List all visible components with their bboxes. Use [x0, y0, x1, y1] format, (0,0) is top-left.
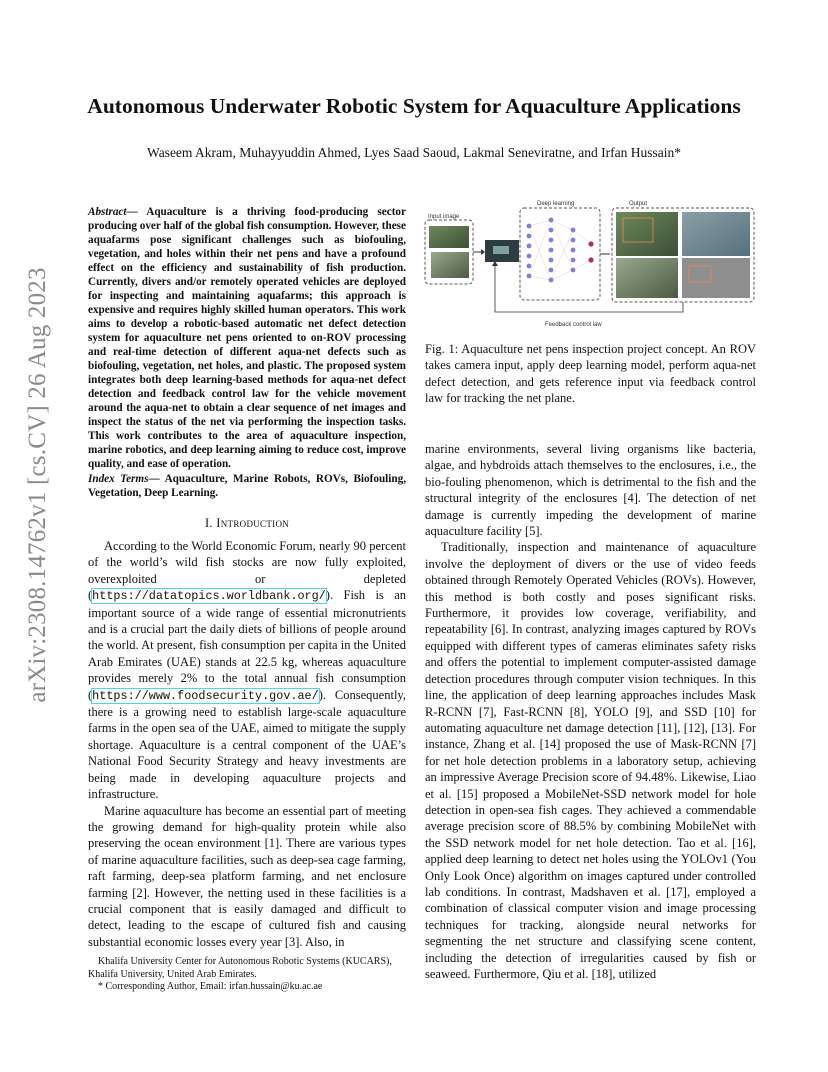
- section-heading-introduction: [88, 516, 406, 531]
- output-label: Output: [629, 201, 648, 207]
- output-image-4: [682, 258, 750, 298]
- output-image-1: [616, 212, 678, 256]
- output-node-1: [588, 241, 593, 246]
- intro-left-column: [88, 538, 406, 950]
- corresponding-author: * Corresponding Author, Email: irfan.hussain@ku.ac.ae: [98, 981, 323, 992]
- arxiv-identifier-text: arXiv:2308.14762v1 [cs.CV] 26 Aug 2023: [24, 267, 51, 703]
- arxiv-identifier: [18, 267, 58, 703]
- section-numeral: I.: [204, 516, 217, 530]
- intro-paragraph-4: Traditionally, inspection and maintenance of aquaculture involve the deployment of divers or the use of video feeds obtained through Remotely Operated Vehicles (ROVs). However, this method is both costly and poses significant risks. Furthermore, it provides low coverage, verifiability, and repeatability [6]. In contrast, analyzing images captured by ROVs equipped with different types of cameras eliminates safety risks and offers the potential to implement computer-assisted damage detection procedures through computer vision techniques. In this line, the application of deep learning approaches includes Mask R-RCNN [7], Fast-RCNN [8], YOLO [9], and SSD [10] for automating aquaculture net damage detection [11], [12], [13]. For instance, Zhang et al. [14] proposed the use of Mask-RCNN [7] for net hole detection problems in a laboratory setup, achieving an impressive Average Precision score of 94.48%. Likewise, Liao et al. [15] proposed a MobileNet-SSD network model for hole detection in open-sea fish cages. They achieved a commendable average precision score of 88.5% by combining MobileNet with the SSD network model for net hole detection. Tao et al. [16], applied deep learning to detect net holes using the YOLOv1 (You Only Look Once) algorithm on images captured under controlled lab conditions. In contrast, Madshaven et al. [17], employed a combination of classical computer vision and image processing techniques for tracking, alongside neural networks for segmenting the net structure and classifying scene content, including the detection of irregularities caused by fish or seaweed. Furthermore, Qiu et al. [18], utilized: [425, 540, 756, 981]
- intro-p1-text-a: According to the World Economic Forum, nearly 90 percent of the world’s wild fish stocks are now fully exploited, overexploited or depleted (: [88, 539, 406, 603]
- network-nodes: [527, 218, 576, 283]
- output-node-2: [588, 257, 593, 262]
- worldbank-link[interactable]: https://datatopics.worldbank.org/: [92, 589, 326, 604]
- intro-paragraph-2: Marine aquaculture has become an essential part of meeting the growing demand for high-quality protein while also preserving the ocean environment [1]. There are various types of marine aquaculture facilities, such as deep-sea cage farming, raft farming, deep-sea platform farming, and net enclosure farming [2]. However, the netting used in these facilities is a crucial component that is easily damaged and difficult to detect, leading to the escape of cultured fish and causing substantial economic losses every year [3]. Also, in: [88, 803, 406, 949]
- deep-learning-box: [520, 208, 600, 300]
- foodsecurity-link[interactable]: https://www.foodsecurity.gov.ae/: [92, 688, 319, 703]
- figure-1-diagram: [423, 196, 757, 332]
- paper-title: Autonomous Underwater Robotic System for Aquaculture Applications: [87, 94, 741, 118]
- figure-1: [423, 196, 757, 332]
- abstract-text: — Aquaculture is a thriving food-producing sector producing over half of the global fish consumption. However, these aquafarms pose significant challenges such as biofouling, vegetation, and holes within their net pens and have a profound effect on the efficiency and sustainability of fish production. Currently, divers and/or remotely operated vehicles are deployed for inspecting and maintaining aquafarms; this approach is expensive and requires highly skilled human operators. This work aims to develop a robotic-based automatic net defect detection system for aquaculture net pens oriented to on-ROV processing and real-time detection of different aqua-net defects such as biofouling, vegetation, net holes, and plastic. The proposed system integrates both deep learning-based methods for aqua-net defect detection and feedback control law for the vehicle movement around the aqua-net to obtain a clear sequence of net images and inspect the status of the net via performing the inspection tasks. This work contributes to the area of aquaculture inspection, marine robotics, and deep learning aiming to reduce cost, improve quality, and ease of operation.: [88, 206, 406, 470]
- intro-paragraph-1: [88, 538, 406, 803]
- section-title: Introduction: [216, 516, 290, 530]
- figure-1-caption: Fig. 1: Aquaculture net pens inspection project concept. An ROV takes camera input, apply deep learning model, perform aqua-net defect detection, and gets reference input via feedback control law for tracking the net plane.: [425, 342, 756, 406]
- intro-paragraph-3: marine environments, several living organisms like bacteria, algae, and hybdroids attach themselves to the enclosures, i.e., the bio-fouling phenomenon, which is detrimental to the fish and the structural integrity of the enclosures [4]. The detection of net damage is currently impeding the development of marine aquaculture facility [5].: [425, 442, 756, 539]
- feedback-label: Feedback control law: [545, 322, 602, 328]
- affiliation-line-2: Khalifa University, United Arab Emirates.: [88, 968, 257, 980]
- intro-right-column: [425, 441, 756, 982]
- abstract-label: Abstract: [88, 206, 127, 218]
- intro-p1-text-b: ). Fish is an important source of a wide range of essential micronutrients and is a crucial part the daily diets of billions of people around the world. At present, fish consumption per capita in the United Arab Emirates (UAE) stands at 22.5 kg, whereas aquaculture provides merely 2% to the total annual fish consumption (: [88, 588, 406, 702]
- index-terms-label: Index Terms: [88, 473, 149, 485]
- footnote: [88, 956, 408, 994]
- output-image-3: [616, 258, 678, 298]
- network-connections: [529, 220, 591, 280]
- index-terms: [88, 472, 406, 500]
- input-thumb-2: [431, 252, 469, 278]
- affiliation-line-1: Khalifa University Center for Autonomous Robotic Systems (KUCARS),: [98, 956, 392, 967]
- abstract: [88, 205, 406, 471]
- intro-p1-text-c: ). Consequently, there is a growing need to establish large-scale aquaculture farms in the open sea of the UAE, aimed to mitigate the supply shortage. Aquaculture is a central component of the UAE’s National Food Security Strategy and heavy investments are being made in developing aquaculture projects and infrastructure.: [88, 687, 406, 802]
- input-image-label: Input image: [428, 214, 460, 220]
- index-terms-text: — Aquaculture, Marine Robots, ROVs, Biofouling, Vegetation, Deep Learning.: [88, 473, 406, 499]
- output-image-2: [682, 212, 750, 256]
- paper-authors: Waseem Akram, Muhayyuddin Ahmed, Lyes Saad Saoud, Lakmal Seneviratne, and Irfan Hussain*: [147, 145, 681, 160]
- deep-learning-label: Deep learning: [537, 201, 575, 207]
- input-thumb-1: [429, 226, 469, 248]
